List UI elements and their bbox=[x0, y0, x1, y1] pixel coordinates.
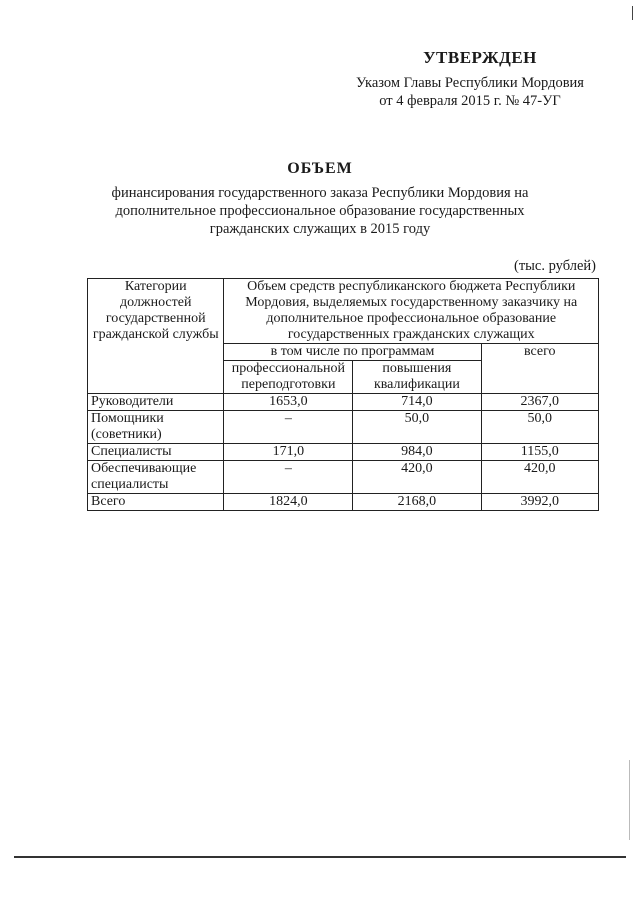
row-qualification: 420,0 bbox=[353, 461, 481, 494]
units-note: (тыс. рублей) bbox=[514, 258, 596, 274]
table-row bbox=[88, 411, 599, 444]
scan-edge-mark bbox=[632, 6, 633, 20]
header-total: всего bbox=[481, 344, 598, 394]
row-total: 3992,0 bbox=[481, 494, 598, 511]
row-category: Помощники (советники) bbox=[88, 411, 224, 444]
approval-block bbox=[330, 48, 610, 110]
row-qualification: 984,0 bbox=[353, 444, 481, 461]
row-retraining: 1653,0 bbox=[224, 394, 353, 411]
approval-date-line: от 4 февраля 2015 г. № 47-УГ bbox=[379, 93, 561, 109]
table-row bbox=[88, 394, 599, 411]
header-qualification: повышения квалификации bbox=[353, 361, 481, 394]
row-total: 2367,0 bbox=[481, 394, 598, 411]
header-categories: Категории должностей государственной гражданской службы bbox=[88, 279, 224, 394]
row-retraining: – bbox=[224, 461, 353, 494]
header-retraining: профессиональной переподготовки bbox=[224, 361, 353, 394]
row-retraining: 1824,0 bbox=[224, 494, 353, 511]
document-title: ОБЪЕМ bbox=[287, 160, 353, 177]
approval-decree-line: Указом Главы Республики Мордовия bbox=[356, 75, 584, 91]
row-category: Руководители bbox=[88, 394, 224, 411]
approval-stamp: УТВЕРЖДЕН bbox=[423, 48, 537, 67]
document-subtitle-line: гражданских служащих в 2015 году bbox=[209, 221, 431, 237]
row-retraining: 171,0 bbox=[224, 444, 353, 461]
header-by-programs: в том числе по программам bbox=[224, 344, 481, 361]
row-qualification: 714,0 bbox=[353, 394, 481, 411]
table-header-row bbox=[88, 279, 599, 344]
document-subtitle-line: финансирования государственного заказа Республики Мордовия на bbox=[111, 185, 529, 201]
document-title-block bbox=[100, 160, 540, 238]
table-row bbox=[88, 461, 599, 494]
row-qualification: 50,0 bbox=[353, 411, 481, 444]
row-total: 50,0 bbox=[481, 411, 598, 444]
row-total: 420,0 bbox=[481, 461, 598, 494]
funding-table bbox=[87, 278, 599, 511]
row-retraining: – bbox=[224, 411, 353, 444]
table-row bbox=[88, 444, 599, 461]
table-row-total bbox=[88, 494, 599, 511]
row-qualification: 2168,0 bbox=[353, 494, 481, 511]
row-category: Всего bbox=[88, 494, 224, 511]
row-total: 1155,0 bbox=[481, 444, 598, 461]
header-volume: Объем средств республиканского бюджета Республики Мордовия, выделяемых государственному заказчику на дополнительное профессиональное образование государственных гражданских служащих bbox=[224, 279, 599, 344]
row-category: Специалисты bbox=[88, 444, 224, 461]
document-subtitle-line: дополнительное профессиональное образование государственных bbox=[115, 203, 525, 219]
scan-edge-mark bbox=[629, 760, 630, 840]
page-bottom-rule bbox=[14, 856, 626, 858]
row-category: Обеспечивающие специалисты bbox=[88, 461, 224, 494]
